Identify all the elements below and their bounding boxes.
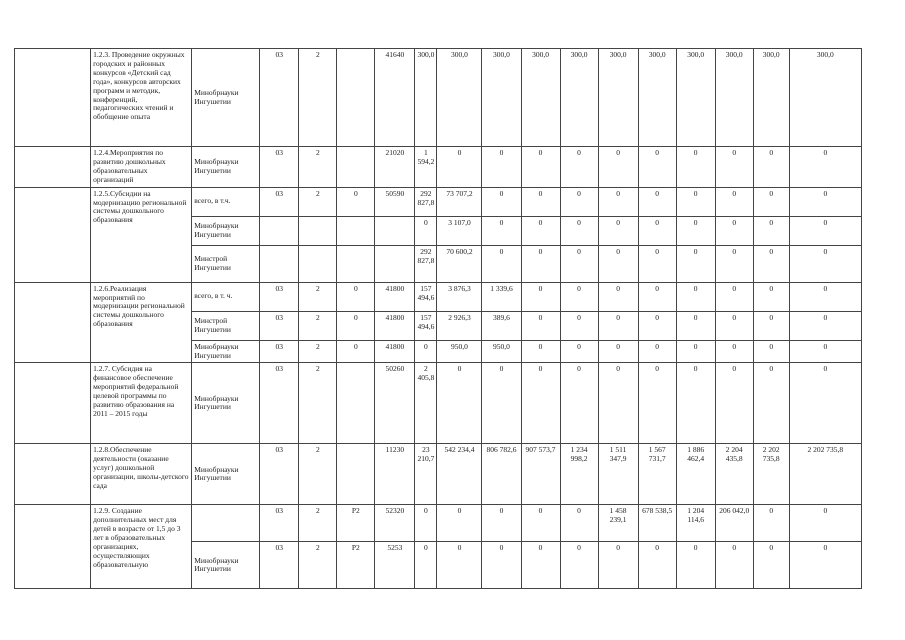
amount-year-4: 907 573,7 (521, 444, 560, 505)
amount-year-10: 0 (753, 505, 789, 542)
code-pp: 2 (299, 542, 337, 589)
amount-year-6: 0 (598, 147, 638, 188)
left-margin-cell (15, 282, 91, 363)
amount-year-4: 0 (521, 282, 560, 311)
amount-year-1: 0 (415, 340, 437, 363)
activity-description: 1.2.5.Субсидии на модернизацию региональной системы дошкольного образования (91, 187, 192, 282)
amount-year-2: 3 107,0 (437, 216, 482, 245)
amount-year-1: 157 494,6 (415, 311, 437, 340)
amount-year-5: 0 (560, 282, 598, 311)
code-om (337, 49, 375, 147)
code-direction (375, 216, 415, 245)
amount-year-11: 0 (789, 147, 861, 188)
amount-year-1: 1 594,2 (415, 147, 437, 188)
amount-year-5: 1 234 998,2 (560, 444, 598, 505)
amount-year-1: 0 (415, 542, 437, 589)
activity-description: 1.2.3. Проведение окружных городских и районных конкурсов «Детский сад года», конкурсов авторских программ и методик, конференций, педагогических чтений и обобщение опыта (91, 49, 192, 147)
amount-year-6: 0 (598, 542, 638, 589)
amount-year-1: 292 827,8 (415, 245, 437, 282)
amount-year-5: 0 (560, 147, 598, 188)
responsible-executor: Минобрнауки Ингушетии (192, 363, 260, 444)
amount-year-2: 950,0 (437, 340, 482, 363)
code-pp: 2 (299, 49, 337, 147)
amount-year-10: 0 (753, 216, 789, 245)
amount-year-2: 0 (437, 542, 482, 589)
table-row (15, 444, 862, 505)
code-gp: 03 (260, 542, 299, 589)
amount-year-8: 0 (676, 542, 715, 589)
amount-year-9: 0 (715, 363, 753, 444)
code-gp: 03 (260, 363, 299, 444)
responsible-executor (192, 505, 260, 542)
amount-year-3: 0 (482, 147, 521, 188)
amount-year-2: 3 876,3 (437, 282, 482, 311)
left-margin-cell (15, 444, 91, 505)
amount-year-5: 0 (560, 340, 598, 363)
amount-year-3: 0 (482, 216, 521, 245)
amount-year-2: 73 707,2 (437, 187, 482, 216)
amount-year-10: 0 (753, 542, 789, 589)
left-margin-cell (15, 505, 91, 589)
amount-year-2: 2 926,3 (437, 311, 482, 340)
code-om (337, 444, 375, 505)
code-om (337, 363, 375, 444)
amount-year-5: 300,0 (560, 49, 598, 147)
code-om: 0 (337, 187, 375, 216)
left-margin-cell (15, 49, 91, 147)
code-pp (299, 216, 337, 245)
code-pp: 2 (299, 444, 337, 505)
amount-year-5: 0 (560, 542, 598, 589)
amount-year-3: 300,0 (482, 49, 521, 147)
left-margin-cell (15, 363, 91, 444)
amount-year-5: 0 (560, 311, 598, 340)
amount-year-2: 542 234,4 (437, 444, 482, 505)
amount-year-7: 0 (638, 340, 676, 363)
responsible-executor: Минобрнауки Ингушетии (192, 216, 260, 245)
amount-year-9: 0 (715, 216, 753, 245)
amount-year-3: 0 (482, 505, 521, 542)
amount-year-8: 300,0 (676, 49, 715, 147)
amount-year-7: 0 (638, 542, 676, 589)
amount-year-10: 0 (753, 311, 789, 340)
code-direction: 21020 (375, 147, 415, 188)
amount-year-10: 0 (753, 187, 789, 216)
amount-year-6: 1 458 239,1 (598, 505, 638, 542)
amount-year-2: 0 (437, 363, 482, 444)
amount-year-9: 0 (715, 187, 753, 216)
amount-year-3: 950,0 (482, 340, 521, 363)
amount-year-9: 2 204 435,8 (715, 444, 753, 505)
code-gp: 03 (260, 505, 299, 542)
amount-year-6: 0 (598, 187, 638, 216)
amount-year-8: 0 (676, 216, 715, 245)
amount-year-6: 300,0 (598, 49, 638, 147)
amount-year-10: 0 (753, 245, 789, 282)
amount-year-7: 0 (638, 216, 676, 245)
amount-year-7: 300,0 (638, 49, 676, 147)
activity-description: 1.2.8.Обеспечение деятельности (оказание услуг) дошкольной организации, школы-детского сада (91, 444, 192, 505)
amount-year-5: 0 (560, 187, 598, 216)
amount-year-10: 0 (753, 147, 789, 188)
amount-year-8: 1 886 462,4 (676, 444, 715, 505)
amount-year-5: 0 (560, 245, 598, 282)
amount-year-11: 0 (789, 340, 861, 363)
amount-year-3: 0 (482, 363, 521, 444)
amount-year-9: 0 (715, 245, 753, 282)
responsible-executor: Минобрнауки Ингушетии (192, 49, 260, 147)
amount-year-3: 0 (482, 187, 521, 216)
code-pp: 2 (299, 363, 337, 444)
amount-year-9: 0 (715, 311, 753, 340)
amount-year-3: 389,6 (482, 311, 521, 340)
amount-year-11: 0 (789, 363, 861, 444)
amount-year-6: 0 (598, 311, 638, 340)
amount-year-1: 157 494,6 (415, 282, 437, 311)
code-pp (299, 245, 337, 282)
amount-year-7: 0 (638, 363, 676, 444)
code-direction (375, 245, 415, 282)
code-gp: 03 (260, 49, 299, 147)
table-row (15, 147, 862, 188)
amount-year-10: 300,0 (753, 49, 789, 147)
amount-year-1: 0 (415, 216, 437, 245)
amount-year-6: 0 (598, 340, 638, 363)
code-direction: 50590 (375, 187, 415, 216)
code-direction: 5253 (375, 542, 415, 589)
responsible-executor: Минобрнауки Ингушетии (192, 444, 260, 505)
amount-year-7: 678 538,5 (638, 505, 676, 542)
code-gp (260, 245, 299, 282)
responsible-executor: Минобрнауки Ингушетии (192, 340, 260, 363)
amount-year-8: 0 (676, 363, 715, 444)
amount-year-8: 0 (676, 282, 715, 311)
amount-year-9: 0 (715, 147, 753, 188)
amount-year-4: 0 (521, 216, 560, 245)
table-row (15, 282, 862, 311)
amount-year-1: 23 210,7 (415, 444, 437, 505)
code-pp: 2 (299, 311, 337, 340)
code-om: P2 (337, 542, 375, 589)
code-gp: 03 (260, 311, 299, 340)
amount-year-9: 0 (715, 340, 753, 363)
amount-year-4: 0 (521, 505, 560, 542)
responsible-executor: Минстрой Ингушетии (192, 245, 260, 282)
amount-year-7: 0 (638, 245, 676, 282)
amount-year-11: 2 202 735,8 (789, 444, 861, 505)
budget-table (14, 48, 862, 589)
amount-year-7: 1 567 731,7 (638, 444, 676, 505)
code-direction: 41800 (375, 311, 415, 340)
amount-year-6: 0 (598, 245, 638, 282)
responsible-executor: Минстрой Ингушетии (192, 311, 260, 340)
amount-year-8: 0 (676, 340, 715, 363)
amount-year-1: 0 (415, 505, 437, 542)
amount-year-6: 0 (598, 363, 638, 444)
amount-year-2: 0 (437, 505, 482, 542)
code-direction: 41800 (375, 340, 415, 363)
code-direction: 11230 (375, 444, 415, 505)
table-row (15, 363, 862, 444)
amount-year-5: 0 (560, 505, 598, 542)
code-om (337, 245, 375, 282)
amount-year-4: 0 (521, 187, 560, 216)
left-margin-cell (15, 187, 91, 282)
amount-year-11: 0 (789, 282, 861, 311)
amount-year-6: 0 (598, 282, 638, 311)
amount-year-2: 70 600,2 (437, 245, 482, 282)
amount-year-8: 0 (676, 187, 715, 216)
amount-year-9: 206 042,0 (715, 505, 753, 542)
amount-year-11: 0 (789, 216, 861, 245)
table-row (15, 49, 862, 147)
left-margin-cell (15, 147, 91, 188)
amount-year-1: 292 827,8 (415, 187, 437, 216)
amount-year-4: 0 (521, 311, 560, 340)
amount-year-7: 0 (638, 282, 676, 311)
responsible-executor: Минобрнауки Ингушетии (192, 542, 260, 589)
code-direction: 41800 (375, 282, 415, 311)
amount-year-5: 0 (560, 363, 598, 444)
amount-year-11: 0 (789, 542, 861, 589)
responsible-executor: всего, в т. ч. (192, 282, 260, 311)
amount-year-7: 0 (638, 187, 676, 216)
code-gp: 03 (260, 444, 299, 505)
amount-year-9: 0 (715, 282, 753, 311)
amount-year-11: 300,0 (789, 49, 861, 147)
code-gp: 03 (260, 187, 299, 216)
code-pp: 2 (299, 340, 337, 363)
amount-year-5: 0 (560, 216, 598, 245)
amount-year-10: 0 (753, 282, 789, 311)
amount-year-6: 0 (598, 216, 638, 245)
table-row (15, 187, 862, 216)
amount-year-8: 0 (676, 147, 715, 188)
amount-year-2: 0 (437, 147, 482, 188)
code-gp: 03 (260, 147, 299, 188)
activity-description: 1.2.6.Реализация мероприятий по модернизации региональной системы дошкольного образования (91, 282, 192, 363)
amount-year-3: 0 (482, 245, 521, 282)
amount-year-9: 300,0 (715, 49, 753, 147)
amount-year-1: 300,0 (415, 49, 437, 147)
amount-year-10: 0 (753, 340, 789, 363)
amount-year-4: 0 (521, 340, 560, 363)
code-gp (260, 216, 299, 245)
code-om: 0 (337, 311, 375, 340)
amount-year-4: 0 (521, 542, 560, 589)
amount-year-7: 0 (638, 311, 676, 340)
amount-year-8: 0 (676, 311, 715, 340)
code-gp: 03 (260, 282, 299, 311)
amount-year-3: 1 339,6 (482, 282, 521, 311)
code-pp: 2 (299, 187, 337, 216)
code-pp: 2 (299, 282, 337, 311)
amount-year-10: 2 202 735,8 (753, 444, 789, 505)
amount-year-11: 0 (789, 245, 861, 282)
amount-year-4: 0 (521, 147, 560, 188)
amount-year-9: 0 (715, 542, 753, 589)
amount-year-3: 806 782,6 (482, 444, 521, 505)
amount-year-3: 0 (482, 542, 521, 589)
responsible-executor: всего, в т.ч. (192, 187, 260, 216)
amount-year-10: 0 (753, 363, 789, 444)
code-om: 0 (337, 282, 375, 311)
amount-year-11: 0 (789, 311, 861, 340)
code-pp: 2 (299, 505, 337, 542)
amount-year-11: 0 (789, 505, 861, 542)
amount-year-11: 0 (789, 187, 861, 216)
amount-year-6: 1 511 347,9 (598, 444, 638, 505)
activity-description: 1.2.9. Создание дополнительных мест для детей в возрасте от 1,5 до 3 лет в образовательных организациях, осуществляющих образовательную (91, 505, 192, 589)
code-om: 0 (337, 340, 375, 363)
amount-year-4: 0 (521, 363, 560, 444)
code-gp: 03 (260, 340, 299, 363)
amount-year-1: 2 405,8 (415, 363, 437, 444)
amount-year-8: 0 (676, 245, 715, 282)
code-om: P2 (337, 505, 375, 542)
activity-description: 1.2.4.Мероприятия по развитию дошкольных образовательных организаций (91, 147, 192, 188)
amount-year-4: 0 (521, 245, 560, 282)
code-direction: 50260 (375, 363, 415, 444)
activity-description: 1.2.7. Субсидия на финансовое обеспечение мероприятий федеральной целевой программы по развитию образования на 2011 – 2015 годы (91, 363, 192, 444)
amount-year-2: 300,0 (437, 49, 482, 147)
code-pp: 2 (299, 147, 337, 188)
code-om (337, 147, 375, 188)
code-direction: 52320 (375, 505, 415, 542)
amount-year-8: 1 204 114,6 (676, 505, 715, 542)
responsible-executor: Минобрнауки Ингушетии (192, 147, 260, 188)
code-om (337, 216, 375, 245)
table-row (15, 505, 862, 542)
amount-year-7: 0 (638, 147, 676, 188)
amount-year-4: 300,0 (521, 49, 560, 147)
code-direction: 41640 (375, 49, 415, 147)
